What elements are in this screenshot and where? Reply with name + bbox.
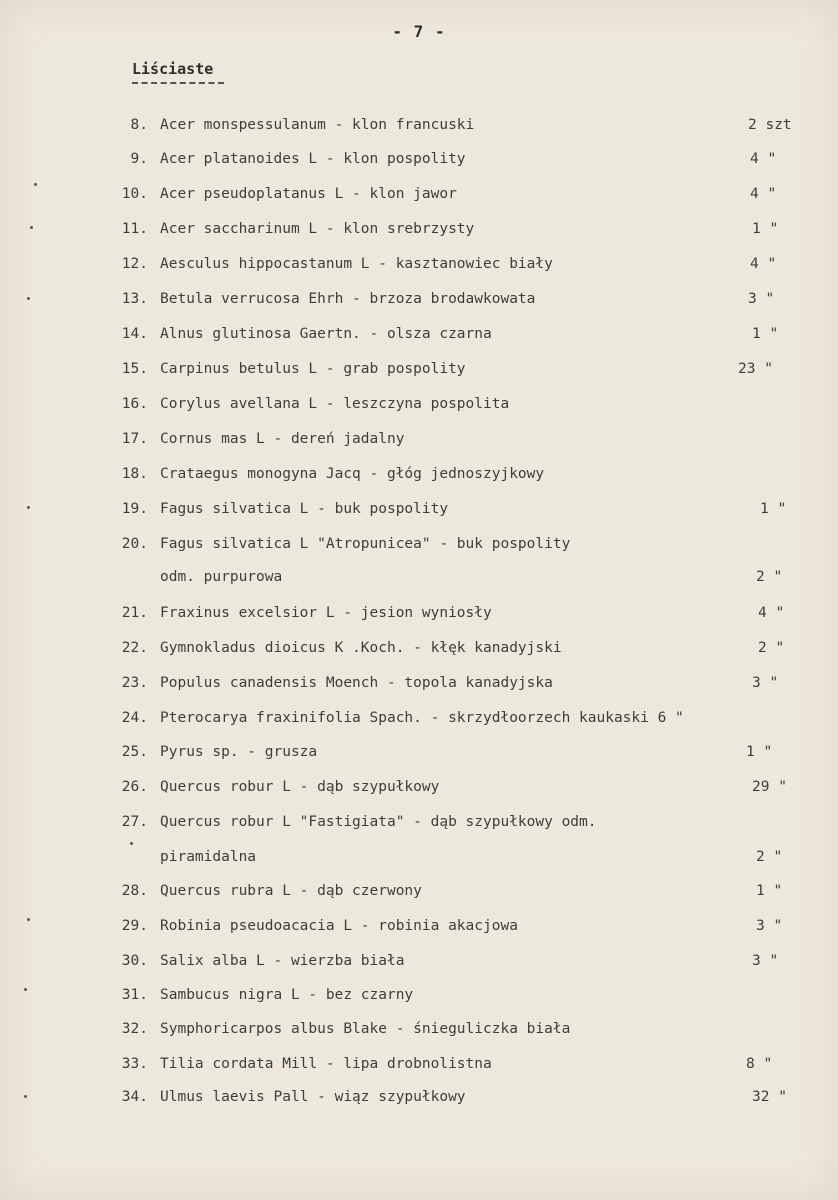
list-item: [0, 741, 838, 763]
species-name: Betula verrucosa Ehrh - brzoza brodawkowata: [160, 291, 536, 307]
species-name: piramidalna: [160, 849, 257, 865]
margin-mark: [24, 1095, 27, 1098]
margin-mark: [34, 183, 37, 186]
species-name: Tilia cordata Mill - lipa drobnolistna: [160, 1056, 492, 1072]
quantity: 3 ": [752, 675, 779, 691]
species-name: Quercus rubra L - dąb czerwony: [160, 883, 422, 899]
species-name: Corylus avellana L - leszczyna pospolita: [160, 396, 510, 412]
quantity: 2 szt: [748, 117, 792, 133]
item-number: 23.: [121, 675, 148, 691]
species-name: Carpinus betulus L - grab pospolity: [160, 361, 466, 377]
list-item: [0, 358, 838, 380]
item-number: 24.: [121, 710, 148, 726]
item-number: 29.: [121, 918, 148, 934]
species-name: Fraxinus excelsior L - jesion wyniosły: [160, 605, 492, 621]
species-name: Quercus robur L "Fastigiata" - dąb szypułkowy odm.: [160, 814, 597, 830]
item-number: 10.: [121, 186, 148, 202]
species-name: Acer monspessulanum - klon francuski: [160, 117, 475, 133]
item-number: 18.: [121, 466, 148, 482]
list-item: [0, 1086, 838, 1108]
species-name: Robinia pseudoacacia L - robinia akacjowa: [160, 918, 518, 934]
species-name: Acer pseudoplatanus L - klon jawor: [160, 186, 457, 202]
item-number: 34.: [121, 1089, 148, 1105]
list-item: [0, 253, 838, 275]
quantity: 29 ": [752, 779, 787, 795]
species-name: Pyrus sp. - grusza: [160, 744, 318, 760]
quantity: 2 ": [756, 569, 783, 585]
list-item: [0, 602, 838, 624]
item-number: 25.: [121, 744, 148, 760]
item-number: 30.: [121, 953, 148, 969]
species-name: Acer saccharinum L - klon srebrzysty: [160, 221, 475, 237]
list-item: [0, 463, 838, 485]
quantity: 1 ": [752, 221, 779, 237]
item-number: 16.: [121, 396, 148, 412]
list-item: [0, 811, 838, 833]
margin-mark: [130, 842, 133, 845]
list-item: [0, 566, 838, 588]
species-name: Salix alba L - wierzba biała: [160, 953, 405, 969]
item-number: 21.: [121, 605, 148, 621]
list-item: [0, 915, 838, 937]
list-item: [0, 498, 838, 520]
species-name: Aesculus hippocastanum L - kasztanowiec biały: [160, 256, 553, 272]
quantity: 4 ": [750, 256, 777, 272]
item-number: 8.: [130, 117, 148, 133]
list-item: [0, 218, 838, 240]
page-number: - 7 -: [392, 22, 446, 41]
species-name: Fagus silvatica L - buk pospolity: [160, 501, 449, 517]
quantity: 4 ": [750, 151, 777, 167]
quantity: 3 ": [756, 918, 783, 934]
item-number: 32.: [121, 1021, 148, 1037]
species-name: Sambucus nigra L - bez czarny: [160, 987, 414, 1003]
margin-mark: [27, 297, 30, 300]
item-number: 33.: [121, 1056, 148, 1072]
item-number: 28.: [121, 883, 148, 899]
list-item: [0, 846, 838, 868]
quantity: 8 ": [746, 1056, 773, 1072]
item-number: 20.: [121, 536, 148, 552]
species-name: Pterocarya fraxinifolia Spach. - skrzydłoorzech kaukaski 6 ": [160, 710, 684, 726]
list-item: [0, 393, 838, 415]
margin-mark: [24, 988, 27, 991]
list-item: [0, 707, 838, 729]
margin-mark: [27, 506, 30, 509]
list-item: [0, 1018, 838, 1040]
item-number: 12.: [121, 256, 148, 272]
heading-underline: [132, 82, 224, 84]
list-item: [0, 148, 838, 170]
list-item: [0, 880, 838, 902]
quantity: 2 ": [756, 849, 783, 865]
species-name: Crataegus monogyna Jacq - głóg jednoszyjkowy: [160, 466, 545, 482]
list-item: [0, 323, 838, 345]
quantity: 1 ": [760, 501, 787, 517]
quantity: 4 ": [758, 605, 785, 621]
species-name: Gymnokladus dioicus K .Koch. - kłęk kanadyjski: [160, 640, 562, 656]
item-number: 27.: [121, 814, 148, 830]
list-item: [0, 288, 838, 310]
species-name: Cornus mas L - dereń jadalny: [160, 431, 405, 447]
margin-mark: [30, 226, 33, 229]
item-number: 31.: [121, 987, 148, 1003]
list-item: [0, 672, 838, 694]
species-name: Quercus robur L - dąb szypułkowy: [160, 779, 440, 795]
list-item: [0, 950, 838, 972]
item-number: 22.: [121, 640, 148, 656]
quantity: 1 ": [746, 744, 773, 760]
list-item: [0, 114, 838, 136]
quantity: 4 ": [750, 186, 777, 202]
quantity: 2 ": [758, 640, 785, 656]
item-number: 11.: [121, 221, 148, 237]
quantity: 1 ": [752, 326, 779, 342]
list-item: [0, 183, 838, 205]
quantity: 23 ": [738, 361, 773, 377]
list-item: [0, 533, 838, 555]
quantity: 3 ": [752, 953, 779, 969]
item-number: 14.: [121, 326, 148, 342]
list-item: [0, 776, 838, 798]
species-name: Alnus glutinosa Gaertn. - olsza czarna: [160, 326, 492, 342]
species-name: Ulmus laevis Pall - wiąz szypułkowy: [160, 1089, 466, 1105]
item-number: 9.: [130, 151, 148, 167]
item-number: 17.: [121, 431, 148, 447]
list-item: [0, 1053, 838, 1075]
item-number: 15.: [121, 361, 148, 377]
species-name: Acer platanoides L - klon pospolity: [160, 151, 466, 167]
section-heading: Liściaste: [132, 60, 214, 78]
list-item: [0, 637, 838, 659]
item-number: 19.: [121, 501, 148, 517]
species-name: odm. purpurowa: [160, 569, 283, 585]
species-name: Symphoricarpos albus Blake - śnieguliczka biała: [160, 1021, 571, 1037]
list-item: [0, 428, 838, 450]
species-name: Fagus silvatica L "Atropunicea" - buk pospolity: [160, 536, 571, 552]
item-number: 26.: [121, 779, 148, 795]
quantity: 1 ": [756, 883, 783, 899]
quantity: 32 ": [752, 1089, 787, 1105]
margin-mark: [27, 918, 30, 921]
item-number: 13.: [121, 291, 148, 307]
quantity: 3 ": [748, 291, 775, 307]
species-name: Populus canadensis Moench - topola kanadyjska: [160, 675, 553, 691]
list-item: [0, 984, 838, 1006]
